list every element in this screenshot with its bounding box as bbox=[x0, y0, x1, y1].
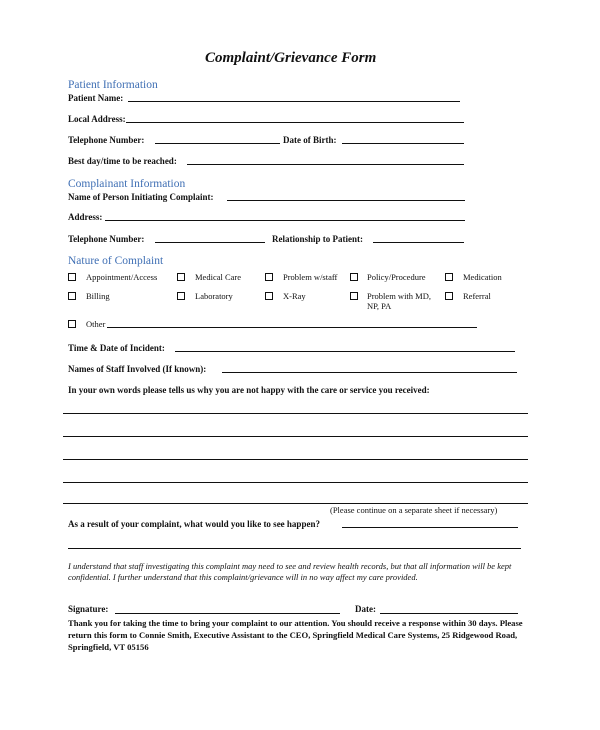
date-field[interactable] bbox=[380, 613, 518, 614]
result-line-2[interactable] bbox=[68, 548, 521, 549]
result-field[interactable] bbox=[342, 527, 518, 528]
own-words-prompt: In your own words please tells us why you are not happy with the care or service you received: bbox=[68, 385, 430, 395]
footer-text: Thank you for taking the time to bring your complaint to our attention. You should receive a response within 30 days. Please return this form to Connie Smith, Executive Assistant to the CEO, Springfield Medical Care Systems, 25 Ridgewood Road, Springfield, VT 05156 bbox=[68, 618, 523, 652]
checkbox-billing[interactable] bbox=[68, 292, 76, 300]
checkbox-medical-care[interactable] bbox=[177, 273, 185, 281]
result-prompt: As a result of your complaint, what would you like to see happen? bbox=[68, 519, 320, 529]
complainant-info-heading: Complainant Information bbox=[68, 178, 186, 190]
option-medication-label: Medication bbox=[463, 272, 502, 282]
response-line-3[interactable] bbox=[63, 459, 528, 460]
patient-info-heading: Patient Information bbox=[68, 79, 158, 91]
checkbox-other[interactable] bbox=[68, 320, 76, 328]
response-line-4[interactable] bbox=[63, 482, 528, 483]
checkbox-appointment[interactable] bbox=[68, 273, 76, 281]
continue-note: (Please continue on a separate sheet if necessary) bbox=[330, 505, 498, 515]
response-line-1[interactable] bbox=[63, 413, 528, 414]
patient-name-label: Patient Name: bbox=[68, 93, 124, 103]
incident-time-label: Time & Date of Incident: bbox=[68, 343, 165, 353]
incident-time-field[interactable] bbox=[175, 351, 515, 352]
option-problem-md-label: Problem with MD, bbox=[367, 291, 431, 301]
option-other-label: Other bbox=[86, 319, 106, 329]
dob-label: Date of Birth: bbox=[283, 135, 337, 145]
relationship-label: Relationship to Patient: bbox=[272, 234, 363, 244]
checkbox-problem-md[interactable] bbox=[350, 292, 358, 300]
response-line-5[interactable] bbox=[63, 503, 528, 504]
staff-involved-label: Names of Staff Involved (If known): bbox=[68, 364, 207, 374]
checkbox-medication[interactable] bbox=[445, 273, 453, 281]
checkbox-problem-staff[interactable] bbox=[265, 273, 273, 281]
date-label: Date: bbox=[355, 604, 376, 614]
relationship-field[interactable] bbox=[373, 242, 464, 243]
option-appointment-label: Appointment/Access bbox=[86, 272, 158, 282]
complainant-name-label: Name of Person Initiating Complaint: bbox=[68, 192, 214, 202]
complainant-address-field[interactable] bbox=[105, 220, 465, 221]
local-address-field[interactable] bbox=[126, 122, 464, 123]
complainant-telephone-field[interactable] bbox=[155, 242, 265, 243]
disclaimer-text: I understand that staff investigating this complaint may need to see and review health records, but that all information will be kept confidential. I further understand that this complaint/grievance will in no way affect my care provided. bbox=[68, 561, 512, 582]
patient-name-field[interactable] bbox=[128, 101, 460, 102]
complainant-name-field[interactable] bbox=[227, 200, 465, 201]
checkbox-xray[interactable] bbox=[265, 292, 273, 300]
option-xray-label: X-Ray bbox=[283, 291, 306, 301]
option-problem-md-continued: NP, PA bbox=[367, 301, 392, 311]
checkbox-laboratory[interactable] bbox=[177, 292, 185, 300]
other-field[interactable] bbox=[107, 327, 477, 328]
option-policy-label: Policy/Procedure bbox=[367, 272, 426, 282]
option-billing-label: Billing bbox=[86, 291, 110, 301]
option-laboratory-label: Laboratory bbox=[195, 291, 233, 301]
staff-involved-field[interactable] bbox=[222, 372, 517, 373]
nature-heading: Nature of Complaint bbox=[68, 255, 164, 267]
checkbox-policy[interactable] bbox=[350, 273, 358, 281]
signature-field[interactable] bbox=[115, 613, 340, 614]
local-address-label: Local Address: bbox=[68, 114, 126, 124]
complainant-address-label: Address: bbox=[68, 212, 103, 222]
telephone-field[interactable] bbox=[155, 143, 280, 144]
form-title: Complaint/Grievance Form bbox=[205, 50, 377, 66]
best-time-field[interactable] bbox=[187, 164, 464, 165]
option-referral-label: Referral bbox=[463, 291, 491, 301]
response-line-2[interactable] bbox=[63, 436, 528, 437]
option-problem-staff-label: Problem w/staff bbox=[283, 272, 338, 282]
signature-label: Signature: bbox=[68, 604, 109, 614]
complainant-telephone-label: Telephone Number: bbox=[68, 234, 145, 244]
dob-field[interactable] bbox=[342, 143, 464, 144]
telephone-label: Telephone Number: bbox=[68, 135, 145, 145]
checkbox-referral[interactable] bbox=[445, 292, 453, 300]
best-time-label: Best day/time to be reached: bbox=[68, 156, 177, 166]
option-medical-care-label: Medical Care bbox=[195, 272, 242, 282]
